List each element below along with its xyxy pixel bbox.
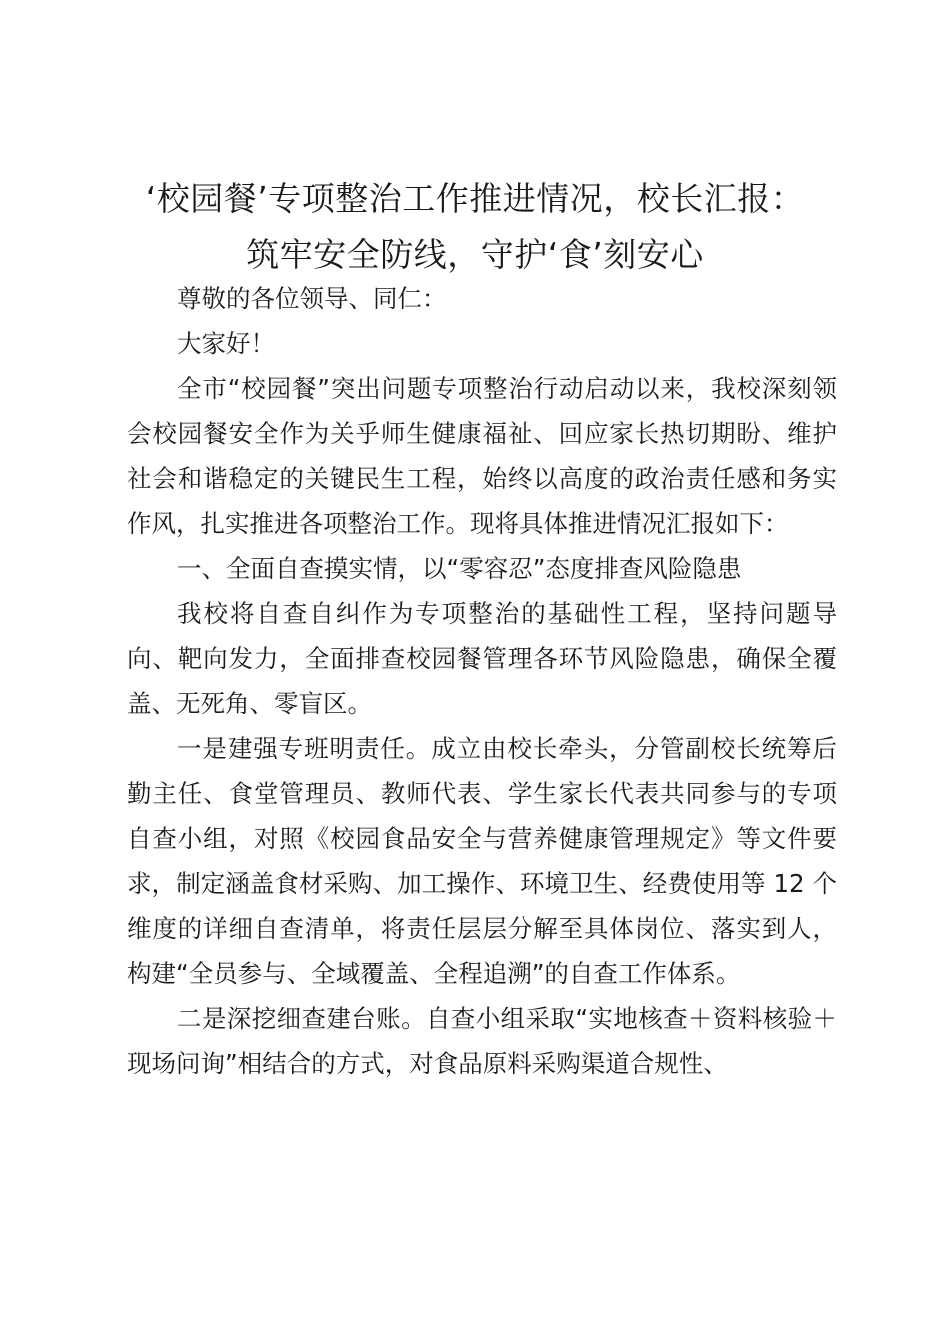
document-title	[80, 171, 870, 283]
document-body	[127, 276, 837, 1086]
salutation: 尊敬的各位领导、同仁：	[177, 284, 447, 313]
title-line-2: 筑牢安全防线，守护‘食’刻安心	[246, 235, 704, 274]
section-1-heading: 一、全面自查摸实情，以“零容忍”态度排查风险隐患	[177, 554, 742, 583]
item-1-paragraph: 一是建强专班明责任。成立由校长牵头，分管副校长统筹后勤主任、食堂管理员、教师代表、学生家长代表共同参与的专项自查小组，对照《校园食品安全与营养健康管理规定》等文件要求，制定涵盖食材采购、加工操作、环境卫生、经费使用等 12 个维度的详细自查清单，将责任层层分解至具体岗位、落实到人，构建“全员参与、全域覆盖、全程追溯”的自查工作体系。	[127, 734, 837, 988]
intro-paragraph: 全市“校园餐”突出问题专项整治行动启动以来，我校深刻领会校园餐安全作为关乎师生健康福祉、回应家长热切期盼、维护社会和谐稳定的关键民生工程，始终以高度的政治责任感和务实作风，扎实推进各项整治工作。现将具体推进情况汇报如下：	[127, 374, 837, 538]
section-1-paragraph: 我校将自查自纠作为专项整治的基础性工程，坚持问题导向、靶向发力，全面排查校园餐管理各环节风险隐患，确保全覆盖、无死角、零盲区。	[127, 599, 837, 718]
item-2-paragraph: 二是深挖细查建台账。自查小组采取“实地核查＋资料核验＋现场问询”相结合的方式，对食品原料采购渠道合规性、	[127, 1004, 837, 1078]
title-line-1: ‘校园餐’专项整治工作推进情况，校长汇报：	[145, 179, 805, 218]
greeting: 大家好！	[177, 329, 275, 358]
